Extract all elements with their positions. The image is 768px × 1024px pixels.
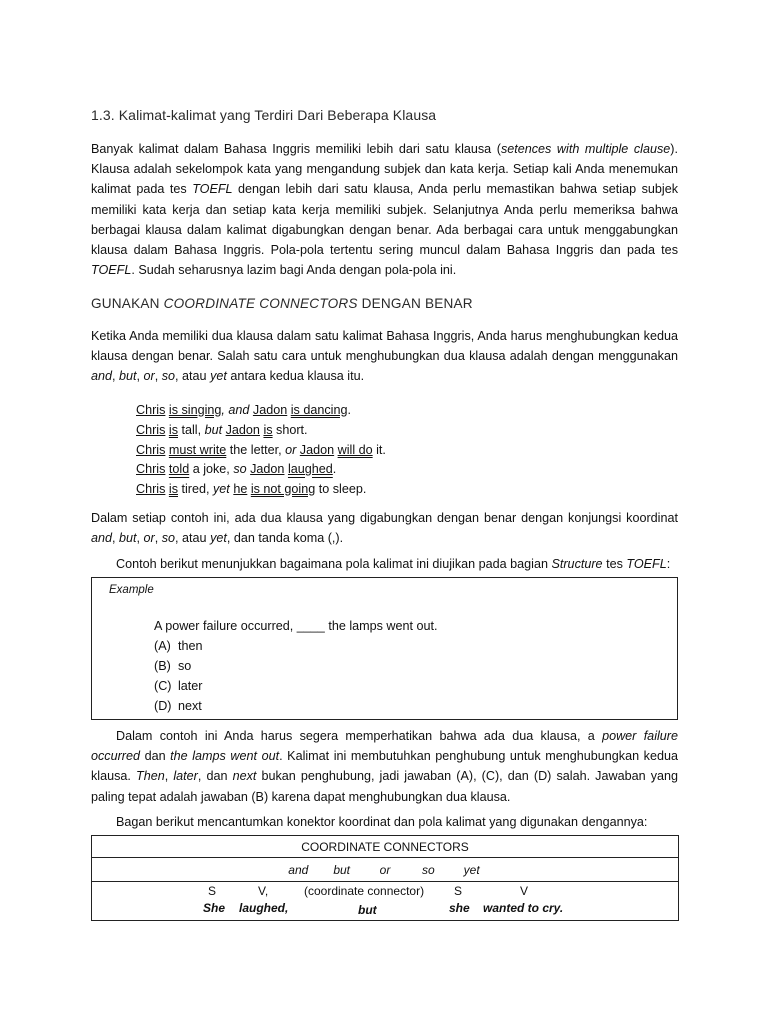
- option-item: (C) later: [154, 679, 203, 693]
- connector-item: or: [379, 862, 391, 877]
- connector-item: and: [288, 862, 309, 877]
- example-question: [154, 616, 438, 716]
- explanation-paragraph: Dalam contoh ini Anda harus segera memperhatikan bahwa ada dua klausa, a power failure occurred dan the lamps went out. Kalimat ini membutuhkan penghubung untuk menghubungkan kedua klausa. Then, later, dan next bukan penghubung, jadi jawaban (A), (C), dan (D) salah. Jawaban yang paling tepat adalah jawaban (B) karena dapat menghubungkan dua klausa.: [91, 729, 679, 804]
- example-sentence: Chris is singing, and Jadon is dancing.: [136, 403, 351, 417]
- example-sentence: Chris is tired, yet he is not going to sleep.: [136, 482, 367, 497]
- option-item: (D) next: [154, 699, 202, 713]
- example-label: Example: [109, 584, 154, 596]
- connector-list: [92, 858, 679, 882]
- example-sentences: [136, 401, 386, 500]
- coordinate-connectors-table: [91, 835, 679, 921]
- chart-lead: Bagan berikut mencantumkan konektor koordinat dan pola kalimat yang digunakan dengannya:: [116, 815, 648, 829]
- connector-item: so: [422, 862, 435, 877]
- example-sentence: Chris must write the letter, or Jadon will do it.: [136, 442, 386, 457]
- connector-item: yet: [463, 862, 480, 877]
- coordinate-paragraph: Ketika Anda memiliki dua klausa dalam satu kalimat Bahasa Inggris, Anda harus menghubungkan kedua klausa dengan benar. Salah satu cara untuk menghubungkan dua klausa adalah dengan menggunakan and, but, or, so, atau yet antara kedua klausa itu.: [91, 329, 678, 384]
- example-lead: Contoh berikut menunjukkan bagaimana pola kalimat ini diujikan pada bagian Structure tes TOEFL:: [116, 557, 671, 571]
- sentence-pattern: S V, (coordinate connector) S V She laughed, but she wanted to cry.: [92, 882, 679, 921]
- section-heading: GUNAKAN COORDINATE CONNECTORS DENGAN BENAR: [91, 296, 473, 311]
- section-title: 1.3. Kalimat-kalimat yang Terdiri Dari Beberapa Klausa: [91, 107, 437, 123]
- intro-paragraph: Banyak kalimat dalam Bahasa Inggris memiliki lebih dari satu klausa (setences with multiple clause). Klausa adalah sekelompok kata yang mengandung subjek dan kata kerja. Setiap kali Anda menemukan kalimat pada tes TOEFL dengan lebih dari satu klausa, Anda perlu memastikan bahwa setiap subjek memiliki kata kerja dan setiap kata kerja memiliki subjek. Selanjutnya Anda perlu memeriksa bahwa berbagai klausa dalam kalimat digabungkan dengan benar. Ada berbagai cara untuk menggabungkan klausa dalam Bahasa Inggris. Pola-pola tertentu sering muncul dalam Bahasa Inggris dan pada tes TOEFL. Sudah seharusnya lazim bagi Anda dengan pola-pola ini.: [91, 142, 678, 278]
- option-item: (A) then: [154, 639, 203, 653]
- connector-item: but: [333, 862, 350, 877]
- table-title: COORDINATE CONNECTORS: [92, 836, 679, 858]
- question-text: A power failure occurred, ____ the lamps went out.: [154, 619, 438, 633]
- option-item: (B) so: [154, 659, 192, 673]
- conjunction-paragraph: Dalam setiap contoh ini, ada dua klausa yang digabungkan dengan benar dengan konjungsi koordinat and, but, or, so, atau yet, dan tanda koma (,).: [91, 511, 678, 546]
- example-sentence: Chris is tall, but Jadon is short.: [136, 422, 308, 437]
- example-sentence: Chris told a joke, so Jadon laughed.: [136, 462, 337, 477]
- example-box: [91, 577, 678, 720]
